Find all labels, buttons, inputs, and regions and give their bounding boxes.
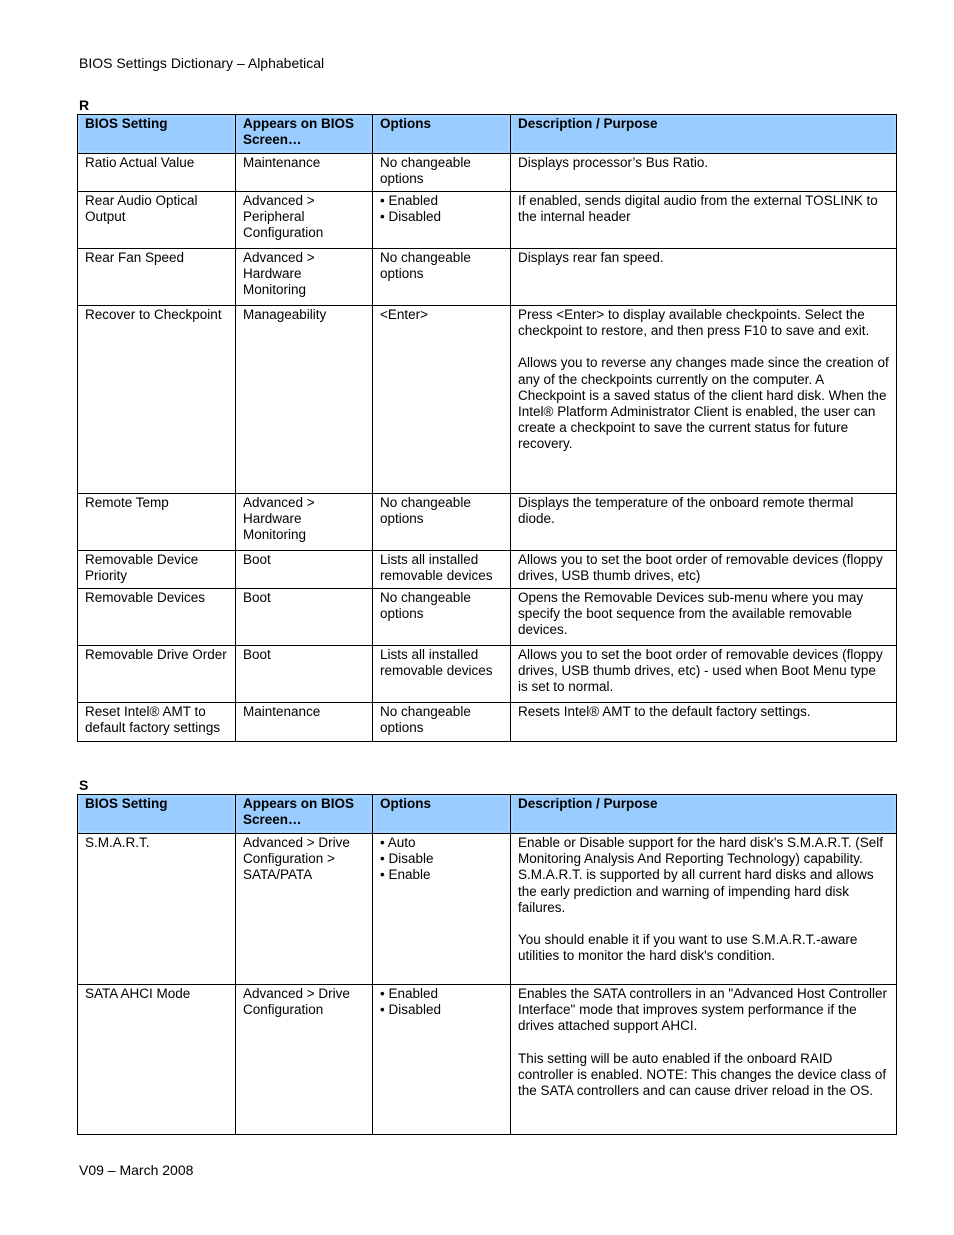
options-cell: [373, 192, 511, 249]
setting-name-cell: Rear Fan Speed: [78, 249, 236, 306]
description-cell: [511, 985, 897, 1135]
bios-screen-cell: Maintenance: [236, 154, 373, 192]
description-paragraph: You should enable it if you want to use S.M.A.R.T.-aware utilities to monitor the hard disk's condition.: [518, 932, 858, 964]
bios-screen-cell: Boot: [236, 551, 373, 589]
option-item: • Disabled: [380, 209, 442, 225]
table-row: [78, 306, 897, 494]
setting-name-cell: Reset Intel® AMT to default factory settings: [78, 703, 236, 742]
bios-screen-cell: Advanced > Drive Configuration: [236, 985, 373, 1135]
option-item: • Enabled: [380, 986, 439, 1001]
setting-name-cell: Rear Audio Optical Output: [78, 192, 236, 249]
option-item: • Disabled: [380, 1002, 442, 1018]
table-body-r: [78, 154, 897, 742]
options-cell: [373, 589, 511, 646]
setting-name-cell: Recover to Checkpoint: [78, 306, 236, 494]
table-header-row: [78, 115, 897, 154]
table-row: [78, 834, 897, 985]
setting-name-cell: Removable Devices: [78, 589, 236, 646]
options-cell: [373, 494, 511, 551]
section-letter-r: R: [79, 97, 90, 113]
option-item: • Enable: [380, 867, 431, 883]
table-row: [78, 703, 897, 742]
option-item: • Enabled: [380, 193, 439, 208]
option-item: No changeable options: [380, 704, 471, 736]
description-paragraph: Displays processor’s Bus Ratio.: [518, 155, 709, 170]
options-cell: [373, 646, 511, 703]
option-item: • Auto: [380, 835, 416, 850]
page-header: BIOS Settings Dictionary – Alphabetical: [79, 55, 325, 71]
option-item: No changeable options: [380, 155, 471, 187]
description-paragraph: Enables the SATA controllers in an "Advanced Host Controller Interface" mode that improves system performance if the drives attached support AHCI.: [518, 986, 887, 1034]
bios-screen-cell: Advanced > Peripheral Configuration: [236, 192, 373, 249]
table-row: [78, 494, 897, 551]
option-item: • Disable: [380, 851, 434, 867]
table-row: [78, 646, 897, 703]
description-paragraph: Press <Enter> to display available checkpoints. Select the checkpoint to restore, and then press F10 to save and exit.: [518, 307, 870, 339]
bios-screen-cell: Maintenance: [236, 703, 373, 742]
description-paragraph: Opens the Removable Devices sub-menu where you may specify the boot sequence from the available removable devices.: [518, 590, 864, 638]
description-cell: [511, 249, 897, 306]
options-cell: [373, 249, 511, 306]
column-header-description: Description / Purpose: [511, 115, 897, 154]
column-header-screen: Appears on BIOS Screen…: [236, 115, 373, 154]
description-cell: [511, 551, 897, 589]
bios-screen-cell: Boot: [236, 646, 373, 703]
option-item: No changeable options: [380, 495, 471, 527]
options-cell: [373, 551, 511, 589]
table-header-row: [78, 795, 897, 834]
column-header-setting: BIOS Setting: [78, 115, 236, 154]
option-item: Lists all installed removable devices: [380, 552, 493, 584]
column-header-description: Description / Purpose: [511, 795, 897, 834]
description-cell: [511, 192, 897, 249]
description-cell: [511, 703, 897, 742]
option-item: No changeable options: [380, 590, 471, 622]
description-cell: [511, 306, 897, 494]
description-paragraph: If enabled, sends digital audio from the external TOSLINK to the internal header: [518, 193, 878, 225]
setting-name-cell: Ratio Actual Value: [78, 154, 236, 192]
bios-screen-cell: Boot: [236, 589, 373, 646]
bios-screen-cell: Manageability: [236, 306, 373, 494]
setting-name-cell: Remote Temp: [78, 494, 236, 551]
table-row: [78, 192, 897, 249]
options-cell: [373, 834, 511, 985]
description-cell: [511, 589, 897, 646]
table-body-s: [78, 834, 897, 1135]
table-row: [78, 154, 897, 192]
description-cell: [511, 834, 897, 985]
table-row: [78, 551, 897, 589]
column-header-options: Options: [373, 795, 511, 834]
column-header-screen: Appears on BIOS Screen…: [236, 795, 373, 834]
setting-name-cell: SATA AHCI Mode: [78, 985, 236, 1135]
description-cell: [511, 646, 897, 703]
description-paragraph: This setting will be auto enabled if the onboard RAID controller is enabled. NOTE: This changes the device class of the SATA controllers and can cause driver reload in the OS.: [518, 1050, 887, 1099]
bios-screen-cell: Advanced > Hardware Monitoring: [236, 494, 373, 551]
bios-screen-cell: Advanced > Drive Configuration > SATA/PATA: [236, 834, 373, 985]
setting-name-cell: Removable Drive Order: [78, 646, 236, 703]
table-row: [78, 985, 897, 1135]
table-row: [78, 589, 897, 646]
description-paragraph: Enable or Disable support for the hard disk's S.M.A.R.T. (Self Monitoring Analysis And Reporting Technology) capability. S.M.A.R.T. is supported by all current hard disks and allows the early prediction and warning of impending hard disk failures.: [518, 835, 883, 915]
options-cell: [373, 154, 511, 192]
options-cell: [373, 703, 511, 742]
description-paragraph: Allows you to set the boot order of removable devices (floppy drives, USB thumb drives, etc): [518, 552, 883, 584]
table-row: [78, 249, 897, 306]
column-header-setting: BIOS Setting: [78, 795, 236, 834]
bios-table-s: [77, 794, 897, 1135]
description-paragraph: Allows you to set the boot order of removable devices (floppy drives, USB thumb drives, etc) - used when Boot Menu type is set to normal.: [518, 647, 883, 695]
setting-name-cell: Removable Device Priority: [78, 551, 236, 589]
option-item: <Enter>: [380, 307, 429, 322]
option-item: No changeable options: [380, 250, 471, 282]
options-cell: [373, 985, 511, 1135]
section-letter-s: S: [79, 777, 89, 793]
description-cell: [511, 494, 897, 551]
bios-table-r: [77, 114, 897, 742]
setting-name-cell: S.M.A.R.T.: [78, 834, 236, 985]
description-paragraph: Displays rear fan speed.: [518, 250, 664, 265]
option-item: Lists all installed removable devices: [380, 647, 493, 679]
description-paragraph: Displays the temperature of the onboard remote thermal diode.: [518, 495, 854, 527]
description-paragraph: Resets Intel® AMT to the default factory settings.: [518, 704, 811, 719]
description-paragraph: Allows you to reverse any changes made since the creation of any of the checkpoints currently on the computer. A Checkpoint is a saved status of the client hard disk. When the Intel® Platform Administrator Client is enabled, the user can create a checkpoint to save the current status for future recovery.: [518, 355, 889, 452]
bios-screen-cell: Advanced > Hardware Monitoring: [236, 249, 373, 306]
description-cell: [511, 154, 897, 192]
options-cell: [373, 306, 511, 494]
column-header-options: Options: [373, 115, 511, 154]
page-footer: V09 – March 2008: [79, 1162, 194, 1178]
